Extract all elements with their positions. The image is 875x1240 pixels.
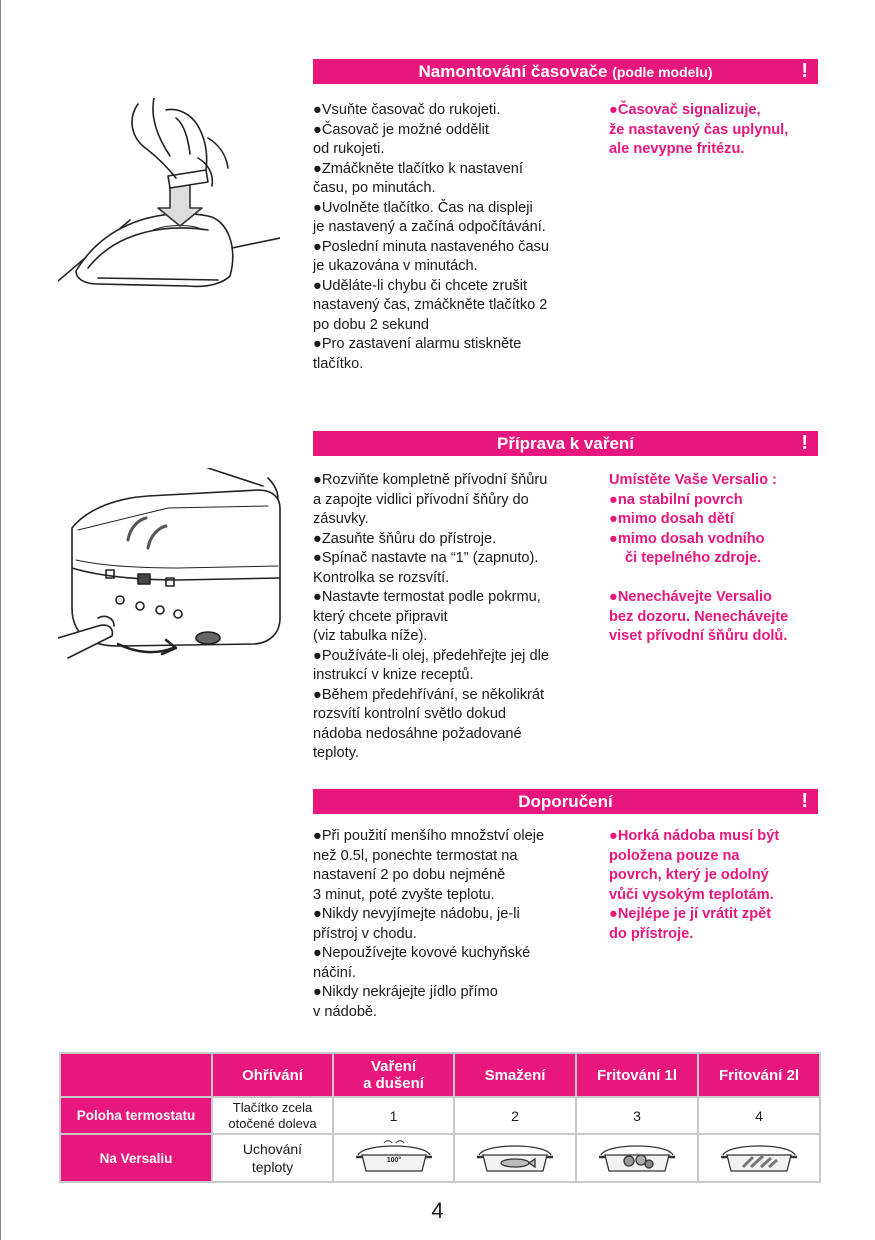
table-header-row <box>60 1053 820 1097</box>
table-corner <box>60 1053 212 1097</box>
col-frying: Smažení <box>454 1053 576 1097</box>
tips-line: než 0.5l, ponechte termostat na <box>313 847 518 864</box>
cell-line: otočené doleva <box>228 1115 317 1131</box>
tips-section-header <box>313 789 818 814</box>
timer-line: času, po minutách. <box>313 180 436 196</box>
timer-line: nastavený čas, zmáčkněte tlačítko 2 <box>313 297 548 313</box>
prep-section-header <box>313 431 818 456</box>
pot-fish-icon <box>475 1137 555 1177</box>
col-cooking-line2: a dušení <box>363 1075 424 1092</box>
placement-item: ●mimo dosah vodního <box>609 530 765 547</box>
row-label-versalio: Na Versaliu <box>60 1134 212 1182</box>
table-row <box>60 1134 820 1182</box>
col-cooking-line1: Vaření <box>370 1058 417 1075</box>
prep-warning-line: ●Nenechávejte Versalio <box>609 589 772 605</box>
tips-note-line: ●Nejlépe je jí vrátit zpět <box>609 906 772 922</box>
warning-mark: ! <box>801 60 808 82</box>
page-edge <box>0 0 1 1240</box>
cell-line: Uchování <box>242 1141 303 1157</box>
table-cell: 1 <box>333 1097 454 1134</box>
warning-mark: ! <box>801 432 808 454</box>
timer-title-note: (podle modelu) <box>612 64 713 80</box>
appliance-illustration <box>58 468 298 670</box>
timer-line: ●Zmáčkněte tlačítko k nastavení <box>313 160 523 177</box>
tips-title: Doporučení <box>518 792 613 811</box>
tips-note-line: do přístroje. <box>609 925 694 942</box>
prep-line: ●Spínač nastavte na “1” (zapnuto). <box>313 550 539 566</box>
tips-line: náčiní. <box>313 964 356 981</box>
timer-illustration <box>58 98 280 298</box>
table-cell <box>333 1134 454 1182</box>
table-cell <box>698 1134 820 1182</box>
table-cell <box>454 1134 576 1182</box>
timer-line: ●Uděláte-li chybu či chcete zrušit <box>313 277 528 294</box>
table-cell: 3 <box>576 1097 698 1134</box>
timer-note-line: ●Časovač signalizuje, <box>609 102 761 118</box>
prep-line: ●Nastavte termostat podle pokrmu, <box>313 589 541 605</box>
timer-line: ●Uvolněte tlačítko. Čas na displeji <box>313 199 533 216</box>
prep-instructions <box>313 471 598 764</box>
timer-line: tlačítko. <box>313 355 364 372</box>
timer-instructions <box>313 101 598 374</box>
timer-line: od rukojeti. <box>313 141 385 157</box>
col-deepfry-1l: Fritování 1l <box>576 1053 698 1097</box>
prep-line: který chcete připravit <box>313 608 448 625</box>
table-cell <box>212 1097 333 1134</box>
prep-warning-line: bez dozoru. Nenechávejte <box>609 608 789 625</box>
prep-line: a zapojte vidlici přívodní šňůry do <box>313 491 529 508</box>
prep-line: instrukcí v knize receptů. <box>313 667 474 683</box>
row-label-thermostat: Poloha termostatu <box>60 1097 212 1134</box>
timer-line: ●Pro zastavení alarmu stiskněte <box>313 336 522 352</box>
prep-notes <box>609 471 824 647</box>
prep-line: zásuvky. <box>313 511 369 527</box>
prep-warning-line: viset přívodní šňůru dolů. <box>609 628 788 644</box>
tips-line: ●Při použití menšího množství oleje <box>313 828 545 844</box>
prep-line: rozsvítí kontrolní světlo dokud <box>313 706 507 722</box>
prep-line: ●Používáte-li olej, předehřejte jej dle <box>313 647 549 664</box>
col-deepfry-2l: Fritování 2l <box>698 1053 820 1097</box>
timer-section-header <box>313 59 818 84</box>
page-number: 4 <box>431 1198 444 1223</box>
tips-line: nastavení 2 po dobu nejméně <box>313 867 506 883</box>
tips-instructions <box>313 827 598 1022</box>
tips-note-line: položena pouze na <box>609 847 740 864</box>
tips-line: v nádobě. <box>313 1003 378 1020</box>
timer-note-line: ale nevypne fritézu. <box>609 141 745 157</box>
timer-line: je nastavený a začíná odpočítávání. <box>313 219 546 235</box>
pot-label: 100° <box>386 1156 401 1164</box>
table-cell <box>212 1134 333 1182</box>
prep-line: nádoba nedosáhne požadované <box>313 725 522 742</box>
warning-mark: ! <box>801 790 808 812</box>
tips-line: ●Nikdy nekrájejte jídlo přímo <box>313 984 498 1000</box>
prep-line: ●Během předehřívání, se několikrát <box>313 686 545 703</box>
tips-line: ●Nikdy nevyjímejte nádobu, je-li <box>313 906 520 922</box>
table-cell <box>576 1134 698 1182</box>
pot-100-icon <box>354 1137 434 1177</box>
prep-line: (viz tabulka níže). <box>313 628 428 644</box>
table-row <box>60 1097 820 1134</box>
prep-line: ●Rozviňte kompletně přívodní šňůru <box>313 472 548 488</box>
timer-line: je ukazována v minutách. <box>313 258 478 274</box>
placement-item: ●na stabilní povrch <box>609 491 743 508</box>
tips-note-line: ●Horká nádoba musí být <box>609 828 780 844</box>
pot-chips-icon <box>719 1137 799 1177</box>
timer-line: ●Poslední minuta nastaveného času <box>313 238 549 255</box>
tips-notes <box>609 827 824 944</box>
timer-notes <box>609 101 824 160</box>
timer-line: ●Časovač je možné oddělit <box>313 121 489 138</box>
col-heating: Ohřívání <box>212 1053 333 1097</box>
prep-title: Příprava k vaření <box>496 434 635 453</box>
table-cell: 2 <box>454 1097 576 1134</box>
timer-line: po dobu 2 sekund <box>313 316 430 333</box>
tips-note-line: vůči vysokým teplotám. <box>609 886 774 903</box>
placement-item: ●mimo dosah dětí <box>609 511 734 527</box>
prep-line: ●Zasuňte šňůru do přístroje. <box>313 530 497 547</box>
prep-line: Kontrolka se rozsvítí. <box>313 569 450 586</box>
thermostat-table <box>59 1052 821 1183</box>
cell-line: Tlačítko zcela <box>232 1099 313 1115</box>
timer-line: ●Vsuňte časovač do rukojeti. <box>313 102 501 118</box>
tips-line: ●Nepoužívejte kovové kuchyňské <box>313 945 531 961</box>
placement-item-cont: či tepelného zdroje. <box>625 550 762 566</box>
col-cooking <box>333 1053 454 1097</box>
tips-note-line: povrch, který je odolný <box>609 867 769 883</box>
pot-fries-icon <box>597 1137 677 1177</box>
timer-note-line: že nastavený čas uplynul, <box>609 121 789 138</box>
prep-line: teploty. <box>313 745 359 761</box>
tips-line: 3 minut, poté zvyšte teplotu. <box>313 886 495 903</box>
timer-title: Namontování časovače <box>418 62 608 81</box>
cell-line: teploty <box>251 1159 294 1175</box>
table-cell: 4 <box>698 1097 820 1134</box>
placement-heading: Umístěte Vaše Versalio : <box>609 472 777 488</box>
tips-line: přístroj v chodu. <box>313 925 417 942</box>
